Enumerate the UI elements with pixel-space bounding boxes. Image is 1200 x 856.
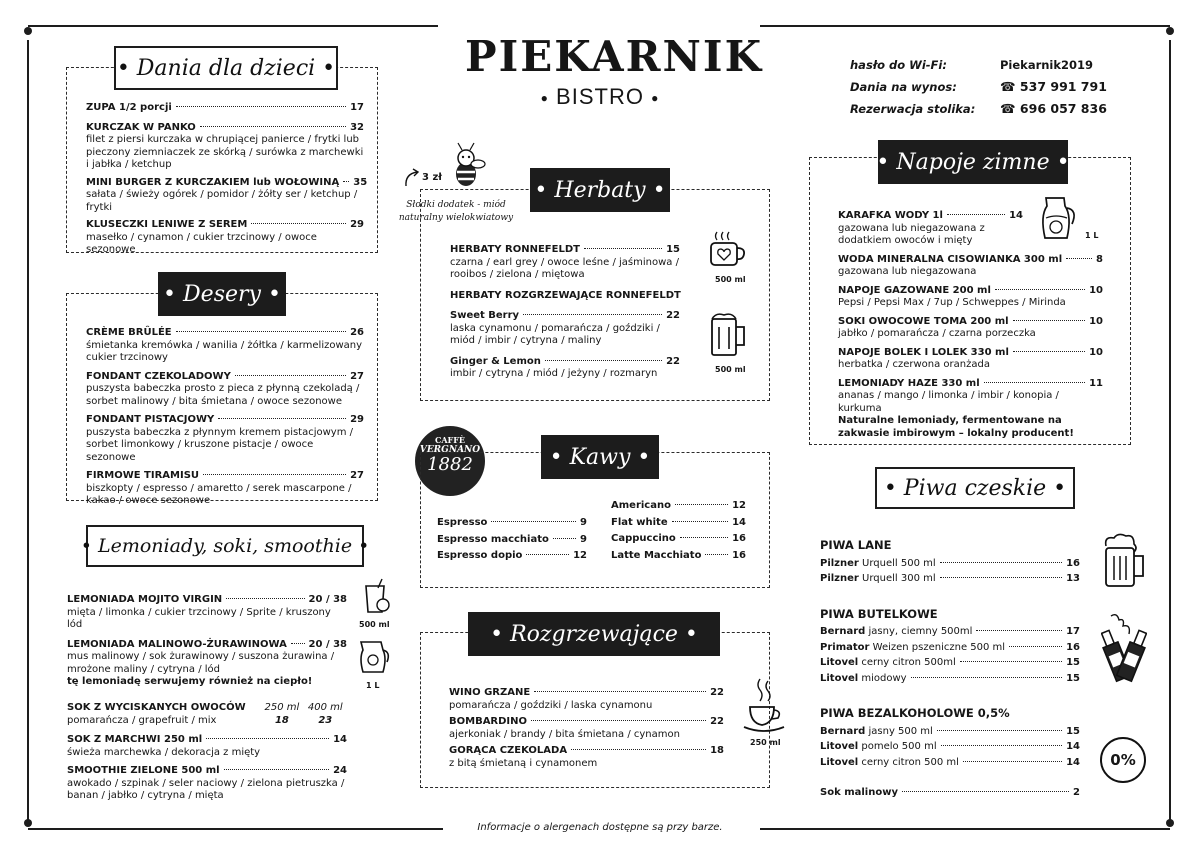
beer-item: Pilzner Urquell 300 ml 13 [820,573,1080,584]
water-jug-label: 1 L [1085,231,1099,240]
item-desc: filet z piersi kurczaka w chrupiącej panierce / frytki lub pieczony ziemniaczek ze skórką / surówka z marchewki i jabłka / ketchup [86,134,364,170]
menu-item: SOK Z MARCHWI 250 ml 14 [67,734,347,745]
beer-item: Litovel cerny citron 500ml 15 [820,657,1080,668]
menu-item: HERBATY RONNEFELDT 15 [450,244,680,255]
arrow-icon [403,168,421,188]
warming-title: • Rozgrzewające • [468,612,720,656]
jug-icon [353,636,393,678]
beer-item: Bernard jasny 500 ml 15 [820,725,1080,737]
badge-mid-text: VERGNANO [419,445,481,455]
beers-title: • Piwa czeskie • [875,467,1075,509]
menu-item: KLUSECZKI LENIWE Z SEREM 29 [86,219,364,230]
brand-logo: PIEKARNIK [465,32,764,81]
menu-item: CRÈME BRÛLÉE 26 [86,327,364,338]
lemonades-title: • Lemoniady, soki, smoothie • [86,525,364,567]
top-rule-right [760,25,1170,27]
hot-cup-label: 250 ml [750,738,781,747]
bottom-rule-right [760,828,1170,830]
beer-heading: PIWA LANE [820,538,892,552]
wifi-value: Piekarnik2019 [1000,58,1094,72]
cold-note: Naturalne lemoniady, fermentowane na zakwasie imbirowym – lokalny producent! [838,415,1074,439]
menu-item: Cappuccino 16 [611,533,746,544]
item-desc: puszysta babeczka prosto z pieca z płynną czekoladą / sorbet malinowy / bita śmietana / owoce sezonowe [86,383,360,407]
lemonades-list [67,594,347,689]
item-desc: gazowana lub niegazowana [838,266,977,277]
reservation-label: Rezerwacja stolika: [850,102,976,116]
item-desc: jabłko / pomarańcza / czarna porzeczka [838,328,1036,339]
takeaway-phone[interactable]: 537 991 791 [1019,79,1107,94]
item-desc: puszysta babeczka z płynnym kremem pistacjowym / sorbet limonkowy / kruszone pistacje / owoce sezonowe [86,426,354,463]
top-rule-left [28,25,438,27]
menu-item: BOMBARDINO 22 [449,716,724,727]
item-desc: herbatka / czerwona oranżada [838,359,990,370]
tea-cup-icon [707,230,747,270]
menu-item: Flat white 14 [611,516,746,528]
tea-subheading: HERBATY ROZGRZEWAJĄCE RONNEFELDT [450,289,681,301]
beer-item: Litovel pomelo 500 ml 14 [820,741,1080,752]
menu-item: NAPOJE GAZOWANE 200 ml 10 [838,284,1103,296]
item-desc: Pepsi / Pepsi Max / 7up / Schweppes / Mirinda [838,297,1066,308]
menu-item: Espresso macchiato 9 [437,533,587,545]
menu-item: Sweet Berry 22 [450,310,680,321]
beer-item: Litovel miodowy 15 [820,672,1080,684]
menu-item: ZUPA 1/2 porcji 17 [86,102,364,113]
menu-item: KURCZAK W PANKO 32 [86,121,364,133]
juice-block [67,702,347,803]
menu-item: FONDANT CZEKOLADOWY 27 [86,370,364,382]
item-desc: pomarańcza / goździki / laska cynamonu [449,699,653,711]
info-block: hasło do Wi-Fi: Piekarnik2019 Dania na wynos: ☎ 537 991 791 Rezerwacja stolika: ☎ 696 057 836 [850,54,1110,120]
beer-heading: PIWA BUTELKOWE [820,606,938,621]
item-desc: mięta / limonka / cukier trzcinowy / Sprite / kruszony lód [67,606,331,630]
item-desc: masełko / cynamon / cukier trzcinowy / owoce sezonowe [86,231,317,255]
beers-list [820,539,1080,800]
tea-cup-label: 500 ml [715,275,746,284]
zero-percent-badge: 0% [1100,737,1146,783]
menu-item: WODA MINERALNA CISOWIANKA 300 ml 8 [838,253,1103,265]
beer-item: Sok malinowy 2 [820,787,1080,798]
menu-item: FONDANT PISTACJOWY 29 [86,414,364,425]
corner-dot [1166,27,1174,35]
coffees-left [437,517,587,563]
teas-list [450,244,680,381]
tea-mug-icon [708,309,748,359]
left-rule [27,40,29,822]
coffees-title: • Kawy • [541,435,659,479]
badge-year-text: 1882 [427,454,473,475]
brand-subtitle: ● BISTRO ● [540,84,660,109]
beer-item: Primator Weizen pszeniczne 500 ml 16 [820,641,1080,653]
beer-mug-icon [1100,532,1148,590]
item-desc: śmietanka kremówka / wanilia / żółtka / karmelizowany cukier trzcinowy [86,339,363,363]
item-desc: awokado / szpinak / seler naciowy / zielona pietruszka / banan / jabłko / cytryna / mięta [67,777,345,801]
item-desc: świeża marchewka / dekoracja z mięty [67,746,261,758]
menu-item: MINI BURGER Z KURCZAKIEM lub WOŁOWINĄ 35 [86,176,368,188]
item-desc: czarna / earl grey / owoce leśne / jaśminowa / rooibos / zielona / miętowa [450,256,679,280]
desserts-list [86,327,364,508]
kids-list [86,102,368,257]
item-desc: gazowana lub niegazowana z dodatkiem owoców i mięty [838,222,985,246]
badge-top-text: CAFFÈ [434,435,466,445]
beer-heading: PIWA BEZALKOHOLOWE 0,5% [820,706,1010,720]
right-rule [1169,40,1171,822]
wifi-label: hasło do Wi-Fi: [850,58,947,72]
beer-item: Litovel cerny citron 500 ml 14 [820,756,1080,768]
beer-bottles-icon [1101,612,1147,686]
hot-cup-icon [742,677,786,735]
bee-icon [442,140,490,190]
menu-item: KARAFKA WODY 1l 14 [838,210,1023,221]
warming-list [449,687,724,770]
menu-item: Espresso 9 [437,517,587,528]
honey-price: 3 zł [422,172,442,183]
coffees-right [611,500,746,562]
menu-item: Espresso dopio 12 [437,550,587,561]
item-desc: ajerkoniak / brandy / bita śmietana / cynamon [449,728,680,740]
item-note: tę lemoniadę serwujemy również na ciepło! [67,676,313,687]
teas-title: • Herbaty • [530,168,670,212]
glass-label: 500 ml [359,620,390,629]
item-desc: imbir / cytryna / miód / jeżyny / rozmaryn [450,368,658,379]
desserts-title: • Desery • [158,272,286,316]
item-desc: biszkopty / espresso / amaretto / serek mascarpone / kakao / owoce sezonowe [86,482,352,506]
menu-item: GORĄCA CZEKOLADA 18 [449,745,724,756]
item-desc: laska cynamonu / pomarańcza / goździki / miód / imbir / cytryna / maliny [450,322,660,346]
allergen-footer: Informacje o alergenach dostępne są przy barze. [477,822,723,833]
menu-item: Americano 12 [611,500,746,511]
item-desc: z bitą śmietaną i cynamonem [449,757,598,769]
jug-label: 1 L [366,681,380,690]
cold-title: • Napoje zimne • [878,140,1068,184]
menu-item: LEMONIADA MOJITO VIRGIN 20 / 38 [67,594,347,605]
tea-mug-label: 500 ml [715,365,746,374]
menu-item: LEMONIADA MALINOWO-ŻURAWINOWA 20 / 38 [67,638,347,650]
juice-name: SOK Z WYCISKANYCH OWOCÓW [67,702,246,713]
item-desc: mus malinowy / sok żurawinowy / suszona żurawina / mrożone maliny / cytryna / lód [67,651,335,675]
cold-list [838,210,1103,440]
beer-item: Bernard jasny, ciemny 500ml 17 [820,626,1080,637]
menu-item: SMOOTHIE ZIELONE 500 ml 24 [67,765,347,776]
menu-item: SOKI OWOCOWE TOMA 200 ml 10 [838,315,1103,327]
water-jug-icon [1034,194,1080,244]
honey-note: Słodki dodatek - miód naturalny wielokwiatowy [398,200,514,223]
corner-dot [1166,819,1174,827]
takeaway-label: Dania na wynos: [850,80,957,94]
corner-dot [24,27,32,35]
juice-price-large: 23 [318,714,333,726]
reservation-phone[interactable]: 696 057 836 [1019,101,1107,116]
menu-item: NAPOJE BOLEK I LOLEK 330 ml 10 [838,346,1103,358]
juice-size-large: 400 ml [307,702,343,713]
bistro-label: BISTRO [556,84,644,109]
menu-item: Latte Macchiato 16 [611,549,746,561]
glass-icon [360,578,394,618]
bottom-rule-left [28,828,443,830]
corner-dot [24,819,32,827]
juice-size-small: 250 ml [264,702,300,713]
juice-price-small: 18 [274,714,289,726]
beer-item: Pilzner Urquell 500 ml 16 [820,557,1080,569]
item-desc: sałata / świeży ogórek / pomidor / żółty ser / ketchup / frytki [86,189,358,213]
item-desc: ananas / mango / limonka / imbir / konopia / kurkuma [838,390,1059,414]
menu-item: Ginger & Lemon 22 [450,355,680,367]
menu-item: LEMONIADY HAZE 330 ml 11 [838,377,1103,389]
menu-item: WINO GRZANE 22 [449,687,724,698]
kids-title: • Dania dla dzieci • [114,46,338,90]
juice-desc: pomarańcza / grapefruit / mix [67,714,217,726]
menu-item: FIRMOWE TIRAMISU 27 [86,470,364,481]
